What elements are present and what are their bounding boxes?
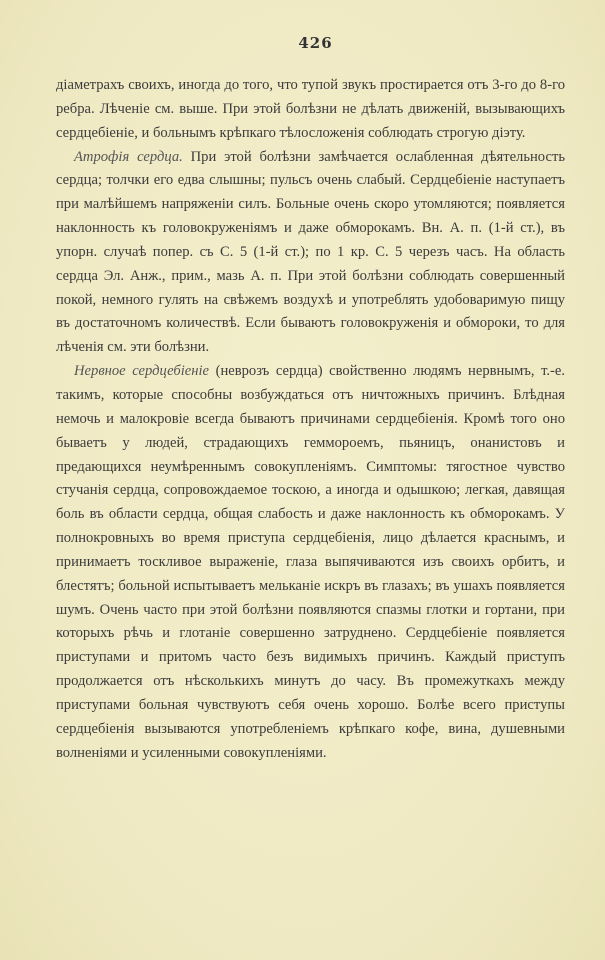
paragraph-text: діаметрахъ своихъ, иногда до того, что тупой звукъ простирается отъ 3-го до 8-го ребра. Лѣченіе см. выше. При этой болѣзни не дѣлать движеній, вызывающихъ сердцебіеніе, и больнымъ крѣпкаго тѣлосложенія соблюдать строгую діэту. (56, 77, 565, 141)
page-number: 426 (298, 34, 333, 52)
paragraph-text: (неврозъ сердца) свойственно людямъ нервнымъ, т.-е. такимъ, которые способны возбуждаться отъ ничтожныхъ причинъ. Блѣдная немочь и малокровіе всегда бываютъ причинами сердцебіенія. Кромѣ того оно бываетъ у людей, страдающихъ геммороемъ, пьяницъ, онанистовъ и предающихся неумѣреннымъ совокупленіямъ. Симптомы: тягостное чувство стучанія сердца, сопровождаемое тоскою, а иногда и одышкою; легкая, давящая боль въ области сердца, общая слабость и даже наклонность къ обморокамъ. У полнокровныхъ во время приступа сердцебіенія, лицо дѣлается краснымъ, и принимаетъ тоскливое выраженіе, глаза выпячиваются изъ своихъ орбитъ, и блестятъ; больной испытываетъ мельканіе искръ въ глазахъ; въ ушахъ появляется шумъ. Очень часто при этой болѣзни появляются спазмы глотки и гортани, при которыхъ рѣчь и глотаніе совершенно затруднено. Сердцебіеніе появляется приступами и притомъ часто безъ видимыхъ причинъ. Каждый приступъ продолжается отъ нѣсколькихъ минутъ до часу. Въ промежуткахъ между приступами больная чувствуютъ себя очень хорошо. Болѣе всего приступы сердцебіенія вызываются употребленіемъ крѣпкаго кофе, вина, душевными волненіями и усиленными совокупленіями. (56, 363, 565, 761)
paragraph-continuation (56, 74, 565, 146)
body-text (56, 74, 565, 765)
paragraph-heart-atrophy (56, 146, 565, 361)
paragraph-text: При этой болѣзни замѣчается ослабленная дѣятельность сердца; толчки его едва слышны; пульсъ очень слабый. Сердцебіеніе наступаетъ при малѣйшемъ напряженіи силъ. Больные очень скоро утомляются; появляется наклонность къ головокруженіямъ и даже обморокамъ. Вн. А. п. (1-й ст.), въ упорн. случаѣ попер. съ С. 5 (1-й ст.); по 1 кр. С. 5 черезъ часъ. На область сердца Эл. Анж., прим., мазь А. п. При этой болѣзни соблюдать совершенный покой, немного гулять на свѣжемъ воздухѣ и употреблять удобоваримую пищу въ достаточномъ количествѣ. Если бываютъ головокруженія и обмороки, то для лѣченія см. эти болѣзни. (56, 148, 565, 356)
paragraph-term: Нервное сердцебіеніе (74, 363, 210, 380)
paragraph-nervous-palpitation (56, 360, 565, 765)
paragraph-term: Атрофія сердца. (74, 148, 183, 165)
